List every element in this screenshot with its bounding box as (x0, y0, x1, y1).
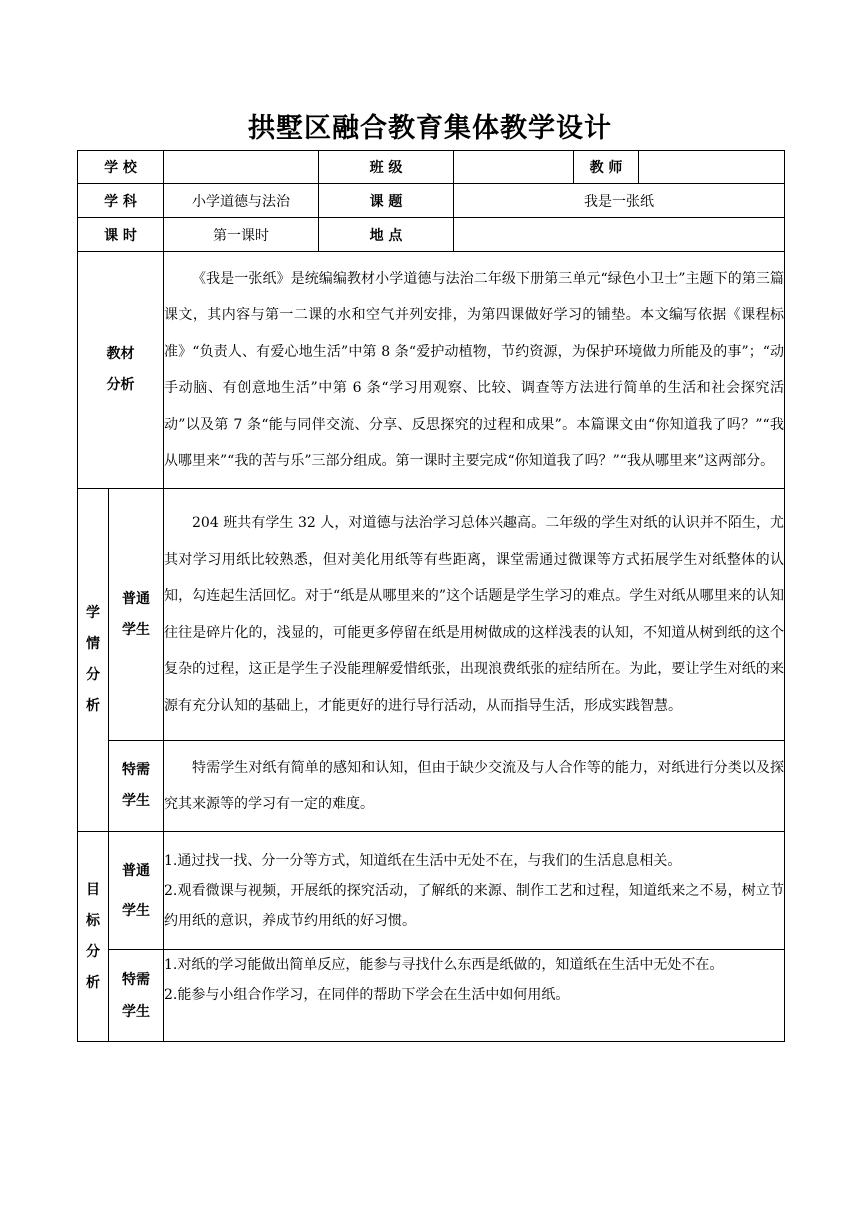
topic-value: 我是一张纸 (454, 184, 785, 218)
school-value (164, 151, 319, 184)
student-general-label: 普通 学生 (109, 489, 164, 741)
student-analysis-label: 学 情 分 析 (78, 489, 109, 832)
student-special-row (78, 741, 785, 832)
teacher-label: 教 师 (574, 151, 639, 184)
period-label: 课 时 (78, 218, 164, 252)
subject-label: 学 科 (78, 184, 164, 218)
goal-special-item: 2.能参与小组合作学习，在同伴的帮助下学会在生活中如何用纸。 (164, 987, 570, 1003)
goal-special-list (164, 950, 785, 1042)
school-label: 学 校 (78, 151, 164, 184)
student-general-text: 204 班共有学生 32 人，对道德与法治学习总体兴趣高。二年级的学生对纸的认识并不陌生，尤其对学习用纸比较熟悉，但对美化用纸等有些距离，课堂需通过微课等方式拓展学生对纸整体的认知，勾连起生活回忆。对于“纸是从哪里来的”这个话题是学生学习的难点。学生对纸从哪里来的认知往往是碎片化的，浅显的，可能更多停留在纸是用树做成的这样浅表的认知，不知道从树到纸的这个复杂的过程，这正是学生子没能理解爱惜纸张，出现浪费纸张的症结所在。为此，要让学生对纸的来源有充分认知的基础上，才能更好的进行导行活动，从而指导生活，形成实践智慧。 (164, 489, 785, 741)
student-general-row (78, 489, 785, 741)
goal-analysis-label: 目 标 分 析 (78, 832, 109, 1042)
location-label: 地 点 (319, 218, 454, 252)
goal-special-row (78, 950, 785, 1042)
topic-label: 课 题 (319, 184, 454, 218)
goal-general-list (164, 832, 785, 950)
student-special-label: 特需 学生 (109, 741, 164, 832)
teacher-value (639, 151, 785, 184)
goal-special-item: 1.对纸的学习能做出简单反应，能参与寻找什么东西是纸做的，知道纸在生活中无处不在。 (164, 957, 724, 973)
goal-general-item: 1.通过找一找、分一分等方式，知道纸在生活中无处不在，与我们的生活息息相关。 (164, 852, 682, 869)
subject-value: 小学道德与法治 (164, 184, 319, 218)
header-row-1 (78, 151, 785, 184)
textbook-analysis-row (78, 252, 785, 489)
location-value (454, 218, 785, 252)
student-special-text: 特需学生对纸有简单的感知和认知，但由于缺少交流及与人合作等的能力，对纸进行分类以及探究其来源等的学习有一定的难度。 (164, 741, 785, 832)
lesson-plan-table (77, 150, 785, 1042)
goal-general-row (78, 832, 785, 950)
class-value (454, 151, 574, 184)
period-value: 第一课时 (164, 218, 319, 252)
page-title: 拱墅区融合教育集体教学设计 (248, 113, 612, 144)
goal-general-item: 2.观看微课与视频，开展纸的探究活动，了解纸的来源、制作工艺和过程，知道纸来之不易，树立节约用纸的意识，养成节约用纸的好习惯。 (164, 882, 784, 929)
class-label: 班 级 (319, 151, 454, 184)
header-row-3 (78, 218, 785, 252)
goal-general-label: 普通 学生 (109, 832, 164, 950)
header-row-2 (78, 184, 785, 218)
goal-special-label: 特需 学生 (109, 950, 164, 1042)
textbook-analysis-text: 《我是一张纸》是统编编教材小学道德与法治二年级下册第三单元“绿色小卫士”主题下的第三篇课文，其内容与第一二课的水和空气并列安排，为第四课做好学习的铺垫。本文编写依据《课程标准》“负责人、有爱心地生活”中第 8 条“爱护动植物，节约资源，为保护环境做力所能及的事”；“动手动脑、有创意地生活”中第 6 条“学习用观察、比较、调查等方法进行简单的生活和社会探究活动”以及第 7 条“能与同伴交流、分享、反思探究的过程和成果”。本篇课文由“你知道我了吗？”“我从哪里来”“我的苦与乐”三部分组成。第一课时主要完成“你知道我了吗？”“我从哪里来”这两部分。 (164, 252, 785, 489)
textbook-analysis-label: 教材 分析 (78, 252, 164, 489)
